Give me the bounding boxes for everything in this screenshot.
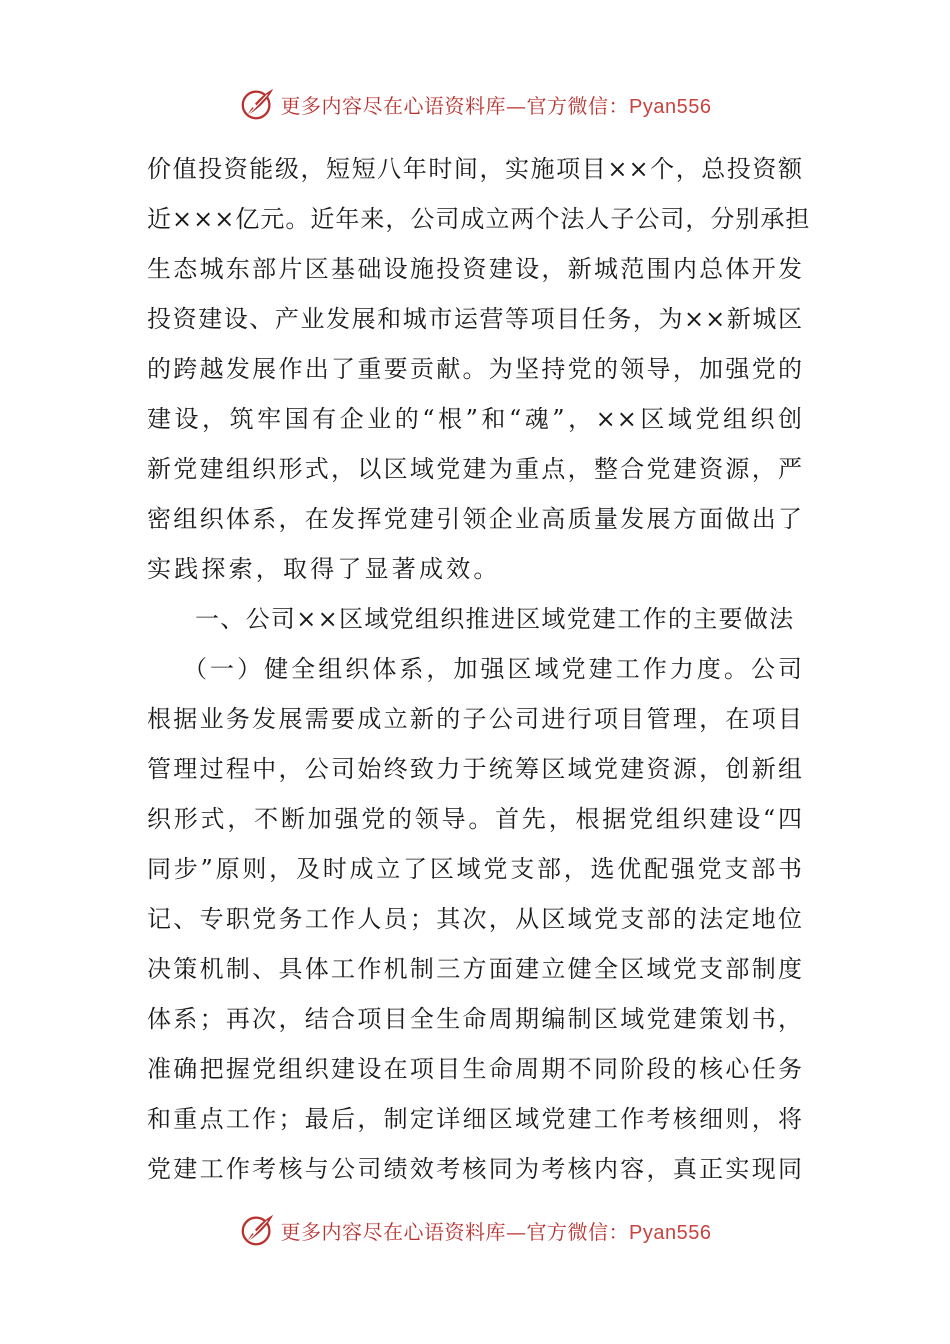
text-line: 同步”原则，及时成立了区域党支部，选优配强党支部书 bbox=[147, 855, 803, 883]
header-banner bbox=[0, 82, 950, 126]
text-line: 实践探索，取得了显著成效。 bbox=[147, 555, 501, 583]
text-line: 和重点工作；最后，制定详细区域党建工作考核细则，将 bbox=[147, 1105, 803, 1133]
text-line: 准确把握党组织建设在项目生命周期不同阶段的核心任务 bbox=[147, 1055, 803, 1083]
text-line: 价值投资能级，短短八年时间，实施项目××个，总投资额 bbox=[147, 155, 803, 183]
wechat-handle: Pyan556 bbox=[629, 95, 712, 118]
wechat-handle: Pyan556 bbox=[629, 1221, 712, 1244]
text-line: 投资建设、产业发展和城市运营等项目任务，为××新城区 bbox=[147, 305, 803, 333]
text-line: 管理过程中，公司始终致力于统筹区域党建资源，创新组 bbox=[147, 755, 803, 783]
text-line: 织形式，不断加强党的领导。首先，根据党组织建设“四 bbox=[147, 805, 803, 833]
text-line: 生态城东部片区基础设施投资建设，新城范围内总体开发 bbox=[147, 255, 803, 283]
banner-text: 更多内容尽在心语资料库—官方微信：Pyan556 bbox=[280, 1219, 712, 1244]
text-line: 近×××亿元。近年来，公司成立两个法人子公司，分别承担 bbox=[147, 205, 811, 233]
text-line: 记、专职党务工作人员；其次，从区域党支部的法定地位 bbox=[147, 905, 803, 933]
text-line: 新党建组织形式，以区域党建为重点，整合党建资源，严 bbox=[147, 455, 803, 483]
text-line: 根据业务发展需要成立新的子公司进行项目管理，在项目 bbox=[147, 705, 803, 733]
footer-banner bbox=[0, 1208, 950, 1252]
banner-text: 更多内容尽在心语资料库—官方微信：Pyan556 bbox=[280, 93, 712, 118]
text-line: 的跨越发展作出了重要贡献。为坚持党的领导，加强党的 bbox=[147, 355, 803, 383]
text-line: 建设，筑牢国有企业的“根”和“魂”，××区域党组织创 bbox=[147, 405, 803, 433]
quill-pen-logo-icon bbox=[239, 1211, 277, 1249]
text-line: 体系；再次，结合项目全生命周期编制区域党建策划书， bbox=[147, 1005, 803, 1033]
document-body bbox=[147, 144, 811, 1194]
quill-pen-logo-icon bbox=[239, 85, 277, 123]
section-heading: 一、公司××区域党组织推进区域党建工作的主要做法 bbox=[195, 605, 795, 633]
text-line: 党建工作考核与公司绩效考核同为考核内容，真正实现同 bbox=[147, 1155, 803, 1183]
subsection-heading-line: （一）健全组织体系，加强区域党建工作力度。公司 bbox=[183, 655, 803, 683]
text-line: 决策机制、具体工作机制三方面建立健全区域党支部制度 bbox=[147, 955, 803, 983]
text-line: 密组织体系，在发挥党建引领企业高质量发展方面做出了 bbox=[147, 505, 803, 533]
